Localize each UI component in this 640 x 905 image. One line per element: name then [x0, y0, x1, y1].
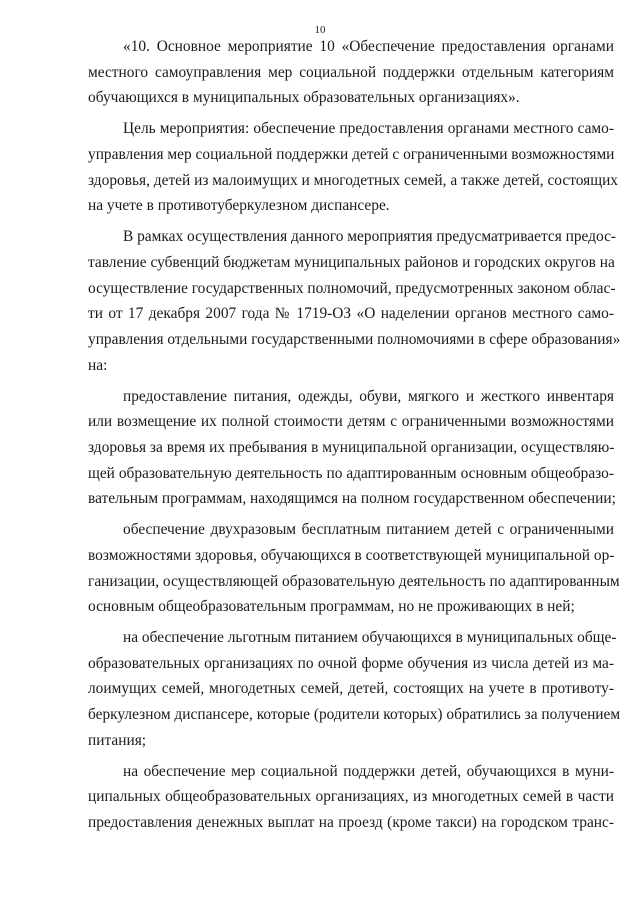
text-line: на: [88, 356, 108, 374]
text-line: «10. Основное мероприятие 10 «Обеспечение предоставления органами [123, 38, 614, 55]
text-line: предоставления денежных выплат на проезд (кроме такси) на городском транс- [88, 814, 614, 832]
paragraph-list-item-1 [88, 384, 614, 512]
text-line: на обеспечение льготным питанием обучающихся в муниципальных обще- [123, 629, 617, 647]
text-line: обеспечение двухразовым бесплатным питанием детей с ограниченными [123, 521, 614, 539]
text-line: ти от 17 декабря 2007 года № 1719-ОЗ «О наделении органов местного само- [88, 305, 614, 323]
page-number: 10 [314, 24, 326, 36]
text-line: В рамках осуществления данного мероприятия предусматривается предос- [123, 228, 617, 246]
text-line: питания; [88, 731, 147, 749]
paragraph-heading [88, 34, 614, 111]
text-line: или возмещение их полной стоимости детям с ограниченными возможностями [88, 413, 614, 431]
text-line: управления мер социальной поддержки детей с ограниченными возможностями [88, 145, 615, 163]
text-line: обучающихся в муниципальных образовательных организациях». [88, 89, 520, 107]
text-line: здоровья, детей из малоимущих и многодетных семей, а также детей, состоящих [88, 171, 619, 189]
text-line: тавление субвенций бюджетам муниципальных районов и городских округов на [88, 253, 615, 271]
paragraph-list-item-3 [88, 625, 621, 753]
text-line: на обеспечение мер социальной поддержки детей, обучающихся в муни- [123, 762, 614, 780]
text-line: ципальных общеобразовательных организациях, из многодетных семей в части [88, 788, 614, 806]
text-line: Цель мероприятия: обеспечение предоставления органами местного само- [123, 120, 614, 138]
text-line: лоимущих семей, многодетных семей, детей, состоящих на учете в противоту- [88, 680, 614, 698]
text-line: управления отдельными государственными полномочиями в сфере образования» [88, 330, 621, 348]
text-line: здоровья за время их пребывания в муниципальной организации, осуществляю- [88, 438, 615, 456]
text-line: вательным программам, находящимся на полном государственном обеспечении; [88, 490, 616, 508]
text-line: возможностями здоровья, обучающихся в соответствующей муниципальной ор- [88, 546, 615, 564]
text-line: основным общеобразовательным программам, но не проживающих в ней; [88, 598, 575, 616]
text-line: беркулезном диспансере, которые (родители которых) обратились за получением [88, 706, 621, 724]
text-line: на учете в противотуберкулезном диспансере. [88, 197, 390, 215]
paragraph-list-item-2 [88, 517, 620, 620]
text-line: образовательных организациях по очной форме обучения из числа детей из ма- [88, 654, 614, 672]
text-line: щей образовательную деятельность по адаптированным основным общеобразо- [88, 464, 614, 482]
text-line: ганизации, осуществляющей образовательную деятельность по адаптированным [88, 572, 620, 590]
paragraph-subventions [88, 224, 621, 378]
text-line: осуществление государственных полномочий, предусмотренных законом облас- [88, 279, 616, 297]
paragraph-goal [88, 116, 619, 219]
text-line: предоставление питания, одежды, обуви, мягкого и жесткого инвентаря [123, 387, 614, 405]
text-line: местного самоуправления мер социальной поддержки отдельным категориям [88, 63, 614, 81]
paragraph-list-item-4 [88, 759, 614, 836]
document-body [88, 34, 621, 841]
